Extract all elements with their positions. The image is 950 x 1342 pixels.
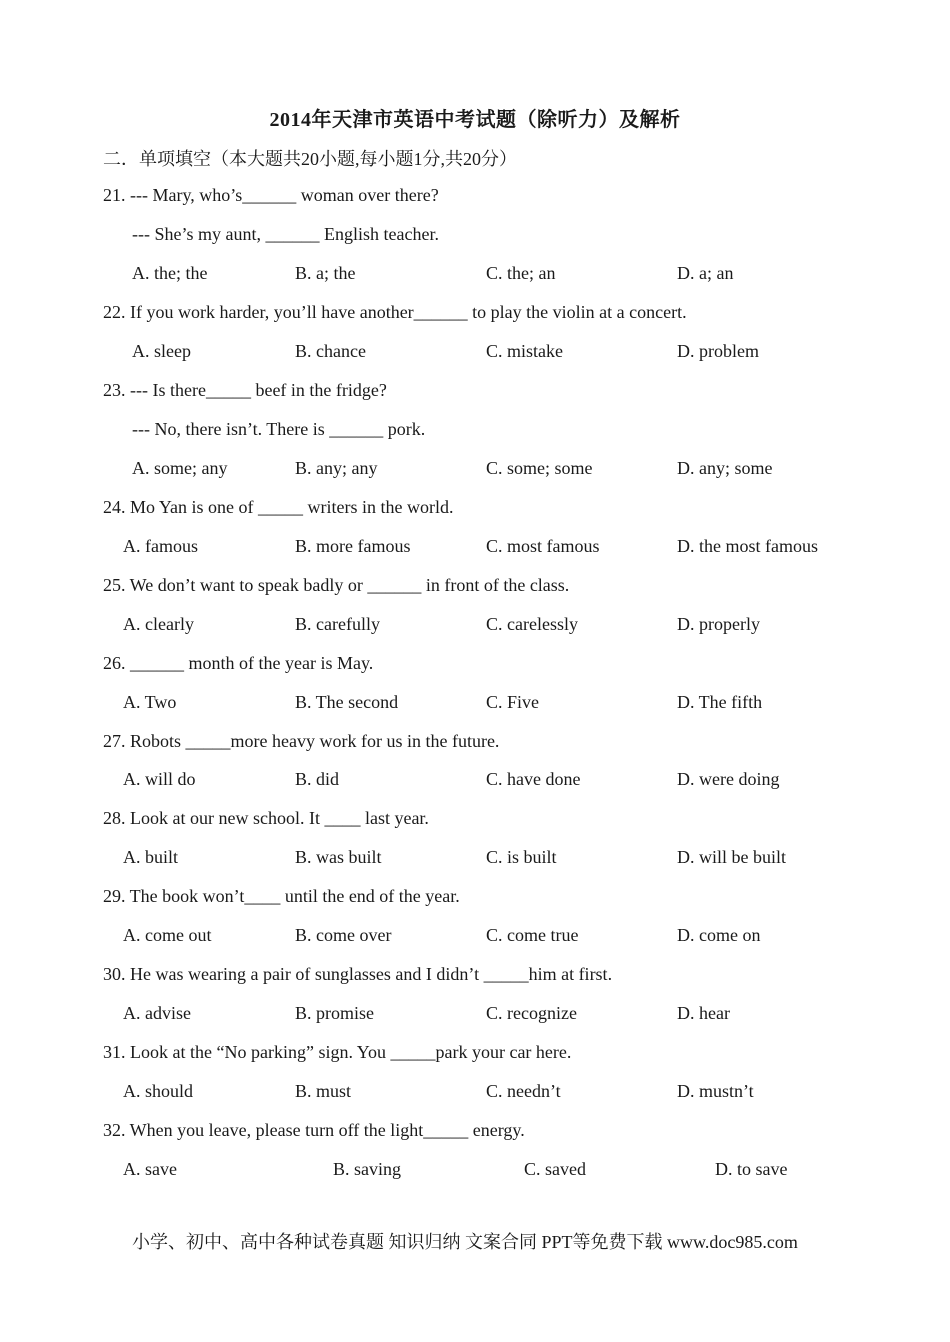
option-a: A. should: [123, 1081, 194, 1101]
option-c: C. saved: [524, 1159, 586, 1179]
option-a: A. sleep: [132, 341, 191, 361]
option-c: C. needn’t: [486, 1081, 561, 1101]
page-title: 2014年天津市英语中考试题（除听力）及解析: [269, 109, 681, 131]
option-d: D. to save: [715, 1159, 788, 1179]
option-b: B. promise: [295, 1003, 374, 1023]
option-a: A. famous: [123, 536, 198, 556]
option-c: C. the; an: [486, 263, 556, 283]
question-stem: 32. When you leave, please turn off the light_____ energy.: [103, 1120, 525, 1140]
option-a: A. Two: [123, 692, 177, 712]
option-b: B. carefully: [295, 614, 380, 634]
question-stem: --- She’s my aunt, ______ English teacher.: [132, 224, 439, 244]
option-c: C. Five: [486, 692, 540, 712]
option-d: D. come on: [677, 925, 761, 945]
section-heading: 二．单项填空（本大题共20小题,每小题1分,共20分）: [103, 149, 517, 169]
option-b: B. a; the: [295, 263, 356, 283]
question-stem: 25. We don’t want to speak badly or ______ in front of the class.: [103, 575, 570, 595]
page-footer: 小学、初中、高中各种试卷真题 知识归纳 文案合同 PPT等免费下载 www.doc985.com: [132, 1232, 798, 1252]
option-d: D. the most famous: [677, 536, 818, 556]
option-d: D. any; some: [677, 458, 773, 478]
option-b: B. saving: [333, 1159, 402, 1179]
option-c: C. mistake: [486, 341, 563, 361]
option-b: B. any; any: [295, 458, 378, 478]
option-b: B. come over: [295, 925, 392, 945]
option-a: A. advise: [123, 1003, 191, 1023]
option-a: A. come out: [123, 925, 212, 945]
option-a: A. the; the: [132, 263, 208, 283]
option-c: C. come true: [486, 925, 579, 945]
option-d: D. a; an: [677, 263, 734, 283]
question-stem: 26. ______ month of the year is May.: [103, 653, 374, 673]
option-d: D. will be built: [677, 847, 786, 867]
option-b: B. was built: [295, 847, 382, 867]
option-a: A. will do: [123, 769, 196, 789]
question-stem: --- No, there isn’t. There is ______ pork.: [132, 419, 426, 439]
option-d: D. The fifth: [677, 692, 763, 712]
option-c: C. recognize: [486, 1003, 577, 1023]
question-stem: 29. The book won’t____ until the end of the year.: [103, 886, 460, 906]
option-d: D. mustn’t: [677, 1081, 754, 1101]
option-d: D. hear: [677, 1003, 730, 1023]
option-a: A. some; any: [132, 458, 228, 478]
option-b: B. The second: [295, 692, 399, 712]
option-c: C. have done: [486, 769, 581, 789]
option-b: B. must: [295, 1081, 352, 1101]
question-stem: 22. If you work harder, you’ll have another______ to play the violin at a concert.: [103, 302, 687, 322]
option-c: C. carelessly: [486, 614, 578, 634]
option-c: C. some; some: [486, 458, 593, 478]
option-a: A. save: [123, 1159, 177, 1179]
option-b: B. did: [295, 769, 340, 789]
question-stem: 30. He was wearing a pair of sunglasses and I didn’t _____him at first.: [103, 964, 613, 984]
question-stem: 21. --- Mary, who’s______ woman over there?: [103, 185, 439, 205]
option-b: B. more famous: [295, 536, 411, 556]
option-a: A. built: [123, 847, 179, 867]
question-stem: 23. --- Is there_____ beef in the fridge?: [103, 380, 387, 400]
option-c: C. is built: [486, 847, 557, 867]
option-a: A. clearly: [123, 614, 194, 634]
question-stem: 24. Mo Yan is one of _____ writers in the world.: [103, 497, 454, 517]
question-stem: 28. Look at our new school. It ____ last year.: [103, 808, 429, 828]
question-stem: 27. Robots _____more heavy work for us in the future.: [103, 731, 500, 751]
option-d: D. problem: [677, 341, 759, 361]
option-d: D. properly: [677, 614, 760, 634]
option-b: B. chance: [295, 341, 366, 361]
option-d: D. were doing: [677, 769, 780, 789]
question-stem: 31. Look at the “No parking” sign. You _____park your car here.: [103, 1042, 572, 1062]
option-c: C. most famous: [486, 536, 600, 556]
